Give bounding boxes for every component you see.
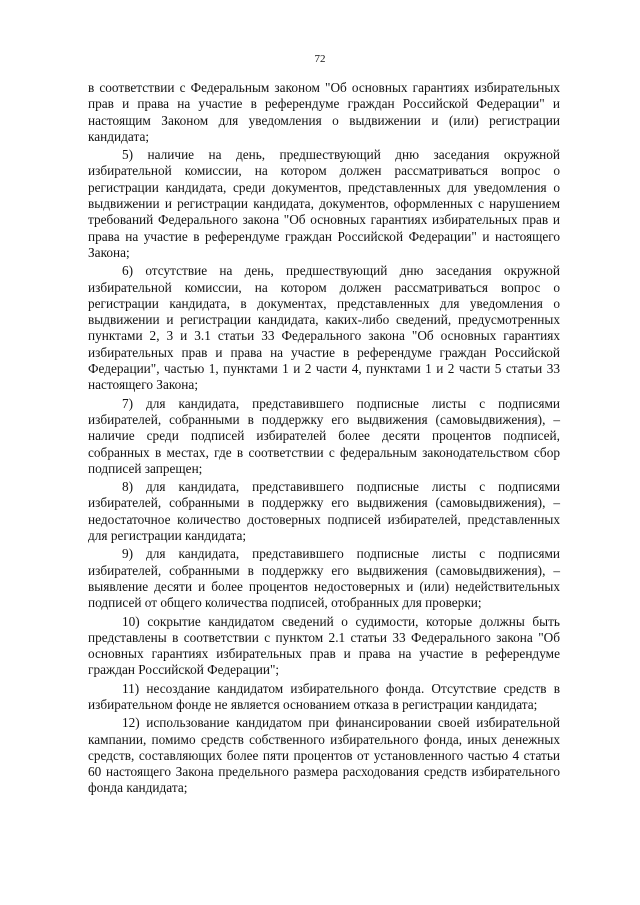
paragraph-item-9: 9) для кандидата, представившего подписные листы с подписями избирателей, собранными в поддержку его выдвижения (самовыдвижения), – выявление десяти и более процентов недостоверных и (или) недействительных подписей от общего количества подписей, отобранных для проверки; xyxy=(88,546,560,611)
document-body xyxy=(88,80,560,799)
paragraph-item-5: 5) наличие на день, предшествующий дню заседания окружной избирательной комиссии, на котором должен рассматриваться вопрос о регистрации кандидата, среди документов, представленных для уведомления о выдвижении и регистрации кандидата, документов, оформленных с нарушением требований Федерального закона "Об основных гарантиях избирательных прав и права на участие в референдуме граждан Российской Федерации" и настоящего Закона; xyxy=(88,147,560,260)
page-number: 72 xyxy=(314,53,326,65)
paragraph-item-7: 7) для кандидата, представившего подписные листы с подписями избирателей, собранными в поддержку его выдвижения (самовыдвижения), – наличие среди подписей избирателей более десяти процентов подписей, собранных в местах, где в соответствии с федеральным законодательством сбор подписей запрещен; xyxy=(88,395,560,476)
paragraph-item-12: 12) использование кандидатом при финансировании своей избирательной кампании, помимо средств собственного избирательного фонда, иных денежных средств, составляющих более пяти процентов от установленного частью 4 статьи 60 настоящего Закона предельного размера расходования средств избирательного фонда кандидата; xyxy=(88,715,560,796)
paragraph-item-8: 8) для кандидата, представившего подписные листы с подписями избирателей, собранными в поддержку его выдвижения (самовыдвижения), – недостаточное количество достоверных подписей избирателей, представленных для регистрации кандидата; xyxy=(88,479,560,544)
paragraph-item-6: 6) отсутствие на день, предшествующий дню заседания окружной избирательной комиссии, на котором должен рассматриваться вопрос о регистрации кандидата, в документах, представленных для уведомления о выдвижении и регистрации кандидата, каких-либо сведений, предусмотренных пунктами 2, 3 и 3.1 статьи 33 Федерального закона "Об основных гарантиях избирательных прав и права на участие в референдуме граждан Российской Федерации", частью 1, пунктами 1 и 2 части 4, пунктами 1 и 2 части 5 статьи 33 настоящего Закона; xyxy=(88,263,560,393)
paragraph-item-10: 10) сокрытие кандидатом сведений о судимости, которые должны быть представлены в соответствии с пунктом 2.1 статьи 33 Федерального закона "Об основных гарантиях избирательных прав и права на участие в референдуме граждан Российской Федерации"; xyxy=(88,613,560,678)
paragraph-item-11: 11) несоздание кандидатом избирательного фонда. Отсутствие средств в избирательном фонде не является основанием отказа в регистрации кандидата; xyxy=(88,680,560,712)
paragraph-continuation: в соответствии с Федеральным законом "Об основных гарантиях избирательных прав и права на участие в референдуме граждан Российской Федерации" и настоящим Законом для уведомления о выдвижении и (или) регистрации кандидата; xyxy=(88,80,560,144)
